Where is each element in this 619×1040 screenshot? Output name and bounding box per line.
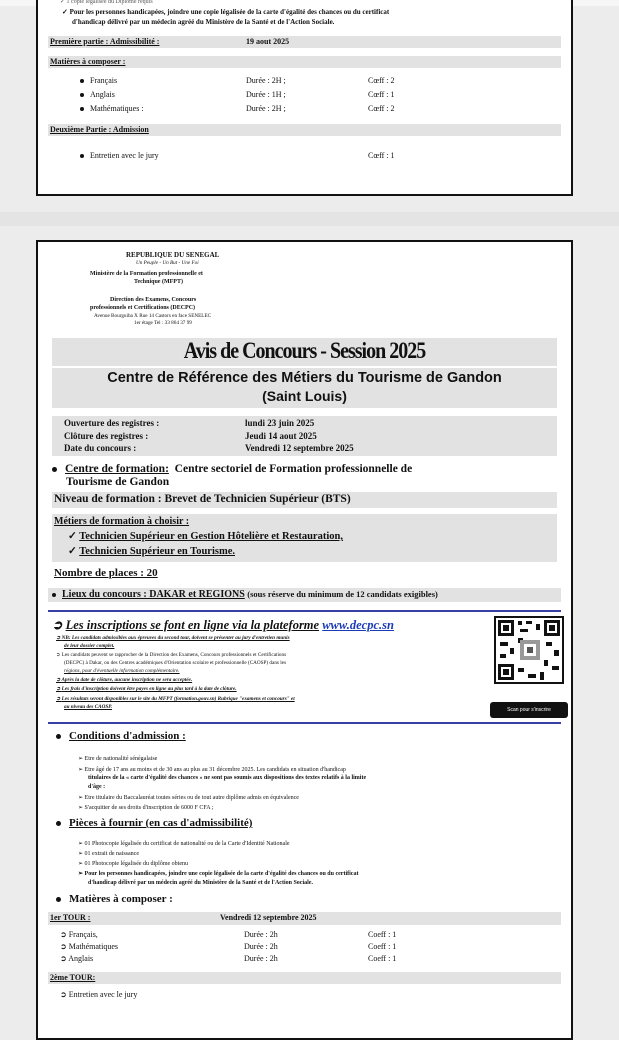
interview-row: Entretien avec le jury bbox=[80, 151, 159, 160]
arrow-right-icon: ➲ bbox=[56, 652, 62, 658]
part1-label: Première partie : Admissibilité : bbox=[50, 37, 160, 46]
document-item: ➢ 01 extrait de naissance bbox=[78, 851, 140, 857]
ministry-line-2: Technique (MFPT) bbox=[134, 279, 183, 285]
arrow-right-icon: ➲ bbox=[52, 618, 66, 632]
trade-item: ✓ Technicien Supérieur en Tourisme. bbox=[68, 546, 236, 557]
document-item: ➢ 01 Photocopie légalisée du certificat de nationalité ou de la Carte d'Identité Nationale bbox=[78, 841, 290, 847]
exam-date-value: Vendredi 12 septembre 2025 bbox=[245, 443, 354, 453]
online-label: Les inscriptions se font en ligne via la plateforme bbox=[65, 618, 320, 632]
exam-date-label: Date du concours : bbox=[64, 443, 137, 453]
trade-item: ✓ Technicien Supérieur en Gestion Hôtelière et Restauration, bbox=[68, 531, 343, 542]
opening-value: lundi 23 juin 2025 bbox=[245, 418, 315, 428]
main-title: Avis de Concours - Session 2025 bbox=[183, 338, 426, 364]
tour1-coef: Coeff : 1 bbox=[368, 954, 397, 963]
center-title-1: Centre de Référence des Métiers du Tourisme de Gandon bbox=[107, 370, 502, 386]
closing-value: Jeudi 14 aout 2025 bbox=[245, 431, 317, 441]
subject-row: Mathématiques : bbox=[80, 104, 144, 113]
bullet-icon bbox=[56, 821, 61, 826]
bullet-icon bbox=[80, 93, 84, 97]
arrow-icon: ➢ bbox=[78, 861, 85, 867]
note-line: ➲ Les résultats seront disponibles sur le site du MFPT (formation.gouv.sn) Rubrique "examens et concours" et bbox=[56, 696, 295, 702]
training-level: Niveau de formation : Brevet de Technicien Supérieur (BTS) bbox=[54, 493, 351, 505]
condition-item: d'âge : bbox=[88, 784, 106, 790]
direction-line-2: professionnels et Certifications (DECPC) bbox=[90, 305, 196, 311]
subject-duration: Durée : 1H ; bbox=[246, 90, 286, 99]
conditions-row: Conditions d'admission : bbox=[56, 730, 186, 742]
check-icon: ✓ bbox=[62, 8, 70, 16]
tour1-coef: Coeff : 1 bbox=[368, 930, 397, 939]
locations-note: (sous réserve du minimum de 12 candidats exigibles) bbox=[247, 589, 438, 599]
document-item: ➢ 01 Photocopie légalisée du diplôme obtenu bbox=[78, 861, 189, 867]
part1-date: 19 aout 2025 bbox=[246, 37, 290, 46]
subject-duration: Durée : 2H ; bbox=[246, 76, 286, 85]
tour2-item: ➲ Entretien avec le jury bbox=[60, 990, 138, 999]
document-item: ➢ Pour les personnes handicapées, joindre une copie légalisée de la carte d'égalité des chances ou du certificat bbox=[78, 871, 359, 877]
check-icon: ✓ bbox=[68, 546, 80, 557]
note-line: ➲ Les frais d'inscription doivent être payes en ligne au plus tard à la date de clôture. bbox=[56, 686, 237, 692]
tour1-duration: Durée : 2h bbox=[244, 942, 278, 951]
note-line: ➲ NB: Les candidats admissibles aux épreuves du second tour, doivent se présenter au jury d'entretien munis bbox=[56, 635, 290, 641]
note-line: régions, pour d'éventuelle information complémentaire. bbox=[64, 668, 180, 674]
tour1-duration: Durée : 2h bbox=[244, 954, 278, 963]
document-item: d'handicap délivré par un médecin agréé du Ministère de la Santé et de l'Action Sociale. bbox=[88, 880, 313, 886]
subject-duration: Durée : 2H ; bbox=[246, 104, 286, 113]
training-center-value-1: Centre sectoriel de Formation professionnelle de bbox=[174, 463, 413, 475]
cut-line: ✓ 1 copie légalisée du Diplôme requis bbox=[60, 0, 153, 5]
opening-label: Ouverture des registres : bbox=[64, 418, 160, 428]
arrow-icon: ➢ bbox=[78, 756, 85, 762]
note-line: au niveau des CAOSP. bbox=[64, 704, 113, 710]
tour1-label: 1er TOUR : bbox=[50, 913, 91, 922]
arrow-right-icon: ➲ bbox=[56, 677, 62, 683]
check-icon: ✓ bbox=[68, 531, 80, 542]
arrow-right-icon: ➲ bbox=[60, 954, 69, 963]
subjects-label: Matières à composer : bbox=[50, 57, 126, 66]
locations-label: Lieux du concours : DAKAR et REGIONS bbox=[62, 589, 245, 600]
arrow-right-icon: ➲ bbox=[60, 930, 69, 939]
locations-row bbox=[52, 589, 438, 600]
bullet-icon bbox=[80, 107, 84, 111]
tour2-band bbox=[48, 972, 561, 984]
tour1-date: Vendredi 12 septembre 2025 bbox=[220, 913, 317, 922]
address-line-1: Avenue Bourguiba X Rue 14 Castors en face SENELEC bbox=[94, 313, 212, 319]
arrow-icon: ➢ bbox=[78, 805, 85, 811]
condition-item: ➢ Etre âgé de 17 ans au moins et de 30 ans au plus au 31 décembre 2025. Les candidats en situation d'handicap bbox=[78, 767, 346, 773]
note-line: ➲ Après la date de clôture, aucune inscription ne sera acceptée. bbox=[56, 677, 193, 683]
documents-row: Pièces à fournir (en cas d'admissibilité) bbox=[56, 817, 252, 829]
center-title-2: (Saint Louis) bbox=[262, 388, 347, 404]
subject-coef: Cœff : 2 bbox=[368, 104, 395, 113]
tour2-label: 2ème TOUR: bbox=[50, 973, 96, 982]
subject-row: Français bbox=[80, 76, 117, 85]
subject-row: Anglais bbox=[80, 90, 115, 99]
interview-coef: Cœff : 1 bbox=[368, 151, 395, 160]
note-line: de leur dossier complet. bbox=[64, 643, 115, 649]
bullet-icon bbox=[80, 79, 84, 83]
arrow-right-icon: ➲ bbox=[56, 635, 62, 641]
training-center-row bbox=[52, 463, 412, 475]
tour1-subject: ➲ Français, bbox=[60, 930, 98, 939]
tour1-duration: Durée : 2h bbox=[244, 930, 278, 939]
blue-rule-top bbox=[48, 610, 561, 612]
qr-code[interactable] bbox=[494, 616, 564, 684]
arrow-icon: ➢ bbox=[78, 851, 85, 857]
document-page-2 bbox=[36, 240, 573, 1040]
direction-line-1: Direction des Examens, Concours bbox=[110, 297, 197, 303]
scan-button[interactable]: Scan pour s'inscrire bbox=[490, 702, 568, 718]
bullet-icon bbox=[56, 734, 61, 739]
arrow-icon: ➢ bbox=[78, 871, 85, 877]
platform-link[interactable]: www.decpc.sn bbox=[322, 618, 394, 632]
bullet-icon bbox=[52, 467, 57, 472]
page-separator bbox=[0, 212, 619, 226]
online-row bbox=[52, 617, 394, 633]
tour1-subject: ➲ Mathématiques bbox=[60, 942, 119, 951]
bullet-icon bbox=[56, 897, 61, 902]
condition-item: ➢ S'acquitter de ses droits d'inscription de 6000 F CFA ; bbox=[78, 805, 214, 811]
ministry-line-1: Ministère de la Formation professionnelle et bbox=[90, 271, 203, 277]
arrow-right-icon: ➲ bbox=[60, 990, 69, 999]
bullet-icon bbox=[80, 154, 84, 158]
tour1-coef: Coeff : 1 bbox=[368, 942, 397, 951]
training-center-value-2: Tourisme de Gandon bbox=[66, 476, 170, 488]
blue-rule-bottom bbox=[48, 722, 561, 724]
address-line-2: 1er étage Tel : 33 864 37 99 bbox=[134, 320, 192, 326]
places-count: Nombre de places : 20 bbox=[54, 567, 158, 579]
subject-coef: Cœff : 2 bbox=[368, 76, 395, 85]
arrow-right-icon: ➲ bbox=[60, 942, 69, 951]
arrow-right-icon: ➲ bbox=[56, 686, 62, 692]
motto: Un Peuple - Un But - Une Foi bbox=[136, 260, 199, 266]
handicap-line-2: d'handicap délivré par un médecin agréé du Ministère de la Santé et de l'Action Sociale. bbox=[72, 18, 335, 26]
tour1-subject: ➲ Anglais bbox=[60, 954, 94, 963]
note-line: ➲ Les candidats peuvent se rapprocher de la Direction des Examens, Concours professionnels et Certifications bbox=[56, 652, 287, 658]
subject-coef: Cœff : 1 bbox=[368, 90, 395, 99]
arrow-icon: ➢ bbox=[78, 795, 85, 801]
qr-code-icon bbox=[496, 618, 562, 682]
condition-item: ➢ Etre titulaire du Baccalauréat toutes séries ou de tout autre diplôme admis en équivalence bbox=[78, 795, 299, 801]
handicap-line-1: Pour les personnes handicapées, joindre une copie légalisée de la carte d'égalité des chances ou du certificat bbox=[69, 8, 390, 16]
subjects-row: Matières à composer : bbox=[56, 893, 173, 905]
republic-header: REPUBLIQUE DU SENEGAL bbox=[126, 251, 220, 259]
condition-item: titulaires de la « carte d'égalité des chances » ne sont pas soumis aux dispositions des textes relatifs à la limite bbox=[88, 775, 367, 781]
condition-item: ➢ Etre de nationalité sénégalaise bbox=[78, 756, 158, 762]
arrow-right-icon: ➲ bbox=[56, 696, 62, 702]
closing-label: Clôture des registres : bbox=[64, 431, 149, 441]
document-page-1 bbox=[36, 0, 573, 196]
arrow-icon: ➢ bbox=[78, 767, 85, 773]
arrow-icon: ➢ bbox=[78, 841, 85, 847]
training-center-label: Centre de formation: bbox=[65, 463, 169, 475]
bullet-icon bbox=[52, 593, 56, 597]
part2-label: Deuxième Partie : Admission bbox=[50, 125, 149, 134]
trades-label: Métiers de formation à choisir : bbox=[54, 516, 190, 527]
note-line: (DECPC) à Dakar, ou des Centres académiques d'Orientation scolaire et professionnelle (CAOSP) dans les bbox=[64, 660, 287, 666]
